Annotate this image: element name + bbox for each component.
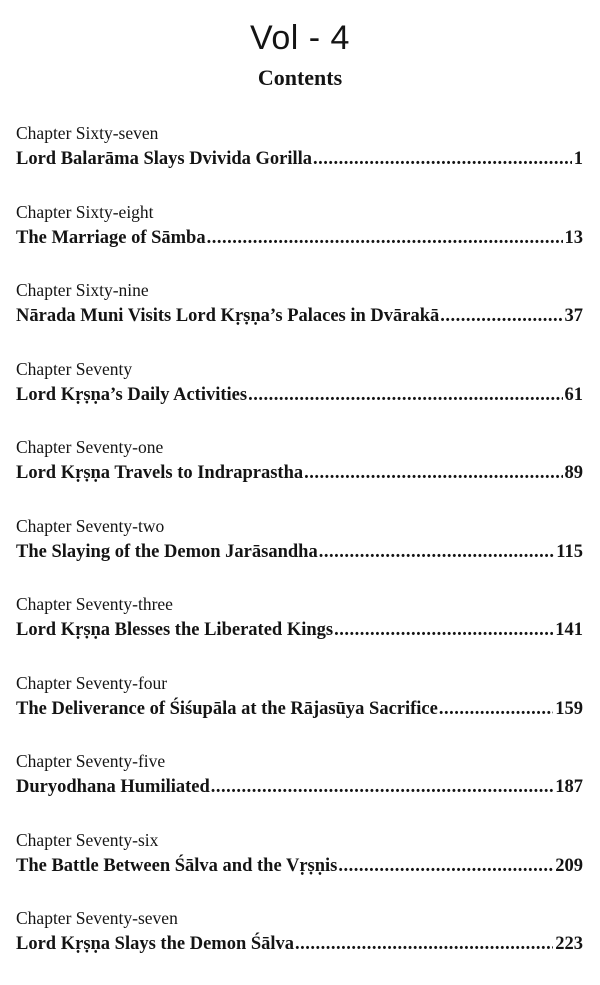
chapter-title: Lord Kṛṣṇa Travels to Indraprastha <box>16 463 304 483</box>
chapter-title: The Slaying of the Demon Jarāsandha <box>16 541 318 562</box>
chapter-title-line <box>16 696 583 722</box>
volume-title: Vol - 4 <box>250 19 350 57</box>
page-number: 13 <box>564 227 583 248</box>
dot-leader <box>313 146 572 172</box>
dot-leader <box>211 774 553 800</box>
chapter-title-line <box>16 931 583 957</box>
chapter-title: Lord Balarāma Slays Dvivida Gorilla <box>16 149 313 169</box>
page-number: 187 <box>555 777 583 797</box>
page-number: 1 <box>573 149 583 169</box>
page-number: 209 <box>555 855 583 876</box>
page-number: 141 <box>555 620 583 640</box>
toc-entry <box>16 357 583 436</box>
toc-entry <box>16 514 583 593</box>
toc-entry <box>16 435 583 514</box>
toc-entry <box>16 828 583 907</box>
dot-leader <box>338 853 553 879</box>
dot-leader <box>439 696 553 722</box>
chapter-label: Chapter Seventy <box>16 358 133 379</box>
chapter-label: Chapter Sixty-seven <box>16 123 159 143</box>
chapter-title-line <box>16 774 583 800</box>
dot-leader <box>440 303 562 329</box>
chapter-title: Duryodhana Humiliated <box>16 777 210 797</box>
chapter-title: Lord Kṛṣṇa Blesses the Liberated Kings <box>16 620 334 640</box>
chapter-label: Chapter Sixty-eight <box>16 201 154 222</box>
chapter-label: Chapter Seventy-one <box>16 437 164 457</box>
chapter-label: Chapter Seventy-two <box>16 515 165 536</box>
contents-heading: Contents <box>257 65 343 90</box>
chapter-label: Chapter Seventy-five <box>16 751 166 771</box>
chapter-title-line <box>16 382 583 408</box>
chapter-label: Chapter Seventy-seven <box>16 908 178 928</box>
toc-entry <box>16 278 583 357</box>
dot-leader <box>248 382 562 408</box>
chapter-title-line <box>16 303 583 329</box>
chapter-label: Chapter Seventy-six <box>16 829 159 850</box>
page-number: 61 <box>564 384 583 405</box>
page-number: 89 <box>564 463 583 483</box>
chapter-title-line <box>16 853 583 879</box>
dot-leader <box>295 931 553 957</box>
chapter-label: Chapter Seventy-four <box>16 672 168 693</box>
chapter-title-line <box>16 460 583 486</box>
dot-leader <box>207 225 563 251</box>
toc-entry <box>16 592 583 671</box>
chapter-title-line <box>16 146 583 172</box>
dot-leader <box>334 617 553 643</box>
page-number: 115 <box>556 541 583 562</box>
dot-leader <box>304 460 562 486</box>
toc-entry <box>16 671 583 750</box>
chapter-title: The Marriage of Sāmba <box>16 227 206 248</box>
page-number: 37 <box>564 306 583 326</box>
dot-leader <box>319 539 555 565</box>
toc-entry <box>16 749 583 828</box>
toc-entry <box>16 906 583 985</box>
chapter-title-line <box>16 617 583 643</box>
chapter-title-line <box>16 539 583 565</box>
chapter-title: Nārada Muni Visits Lord Kṛṣṇa’s Palaces in Dvārakā <box>16 306 440 326</box>
chapter-title: Lord Kṛṣṇa Slays the Demon Śālva <box>16 934 295 954</box>
chapter-title-line <box>16 225 583 251</box>
toc-entry <box>16 121 583 200</box>
table-of-contents <box>16 121 583 985</box>
toc-entry <box>16 200 583 279</box>
page-number: 159 <box>555 698 583 719</box>
chapter-title: The Battle Between Śālva and the Vṛṣṇis <box>16 855 338 876</box>
page-number: 223 <box>555 934 583 954</box>
chapter-title: Lord Kṛṣṇa’s Daily Activities <box>16 384 248 405</box>
chapter-title: The Deliverance of Śiśupāla at the Rājasūya Sacrifice <box>16 698 438 719</box>
chapter-label: Chapter Seventy-three <box>16 594 173 614</box>
chapter-label: Chapter Sixty-nine <box>16 280 149 300</box>
